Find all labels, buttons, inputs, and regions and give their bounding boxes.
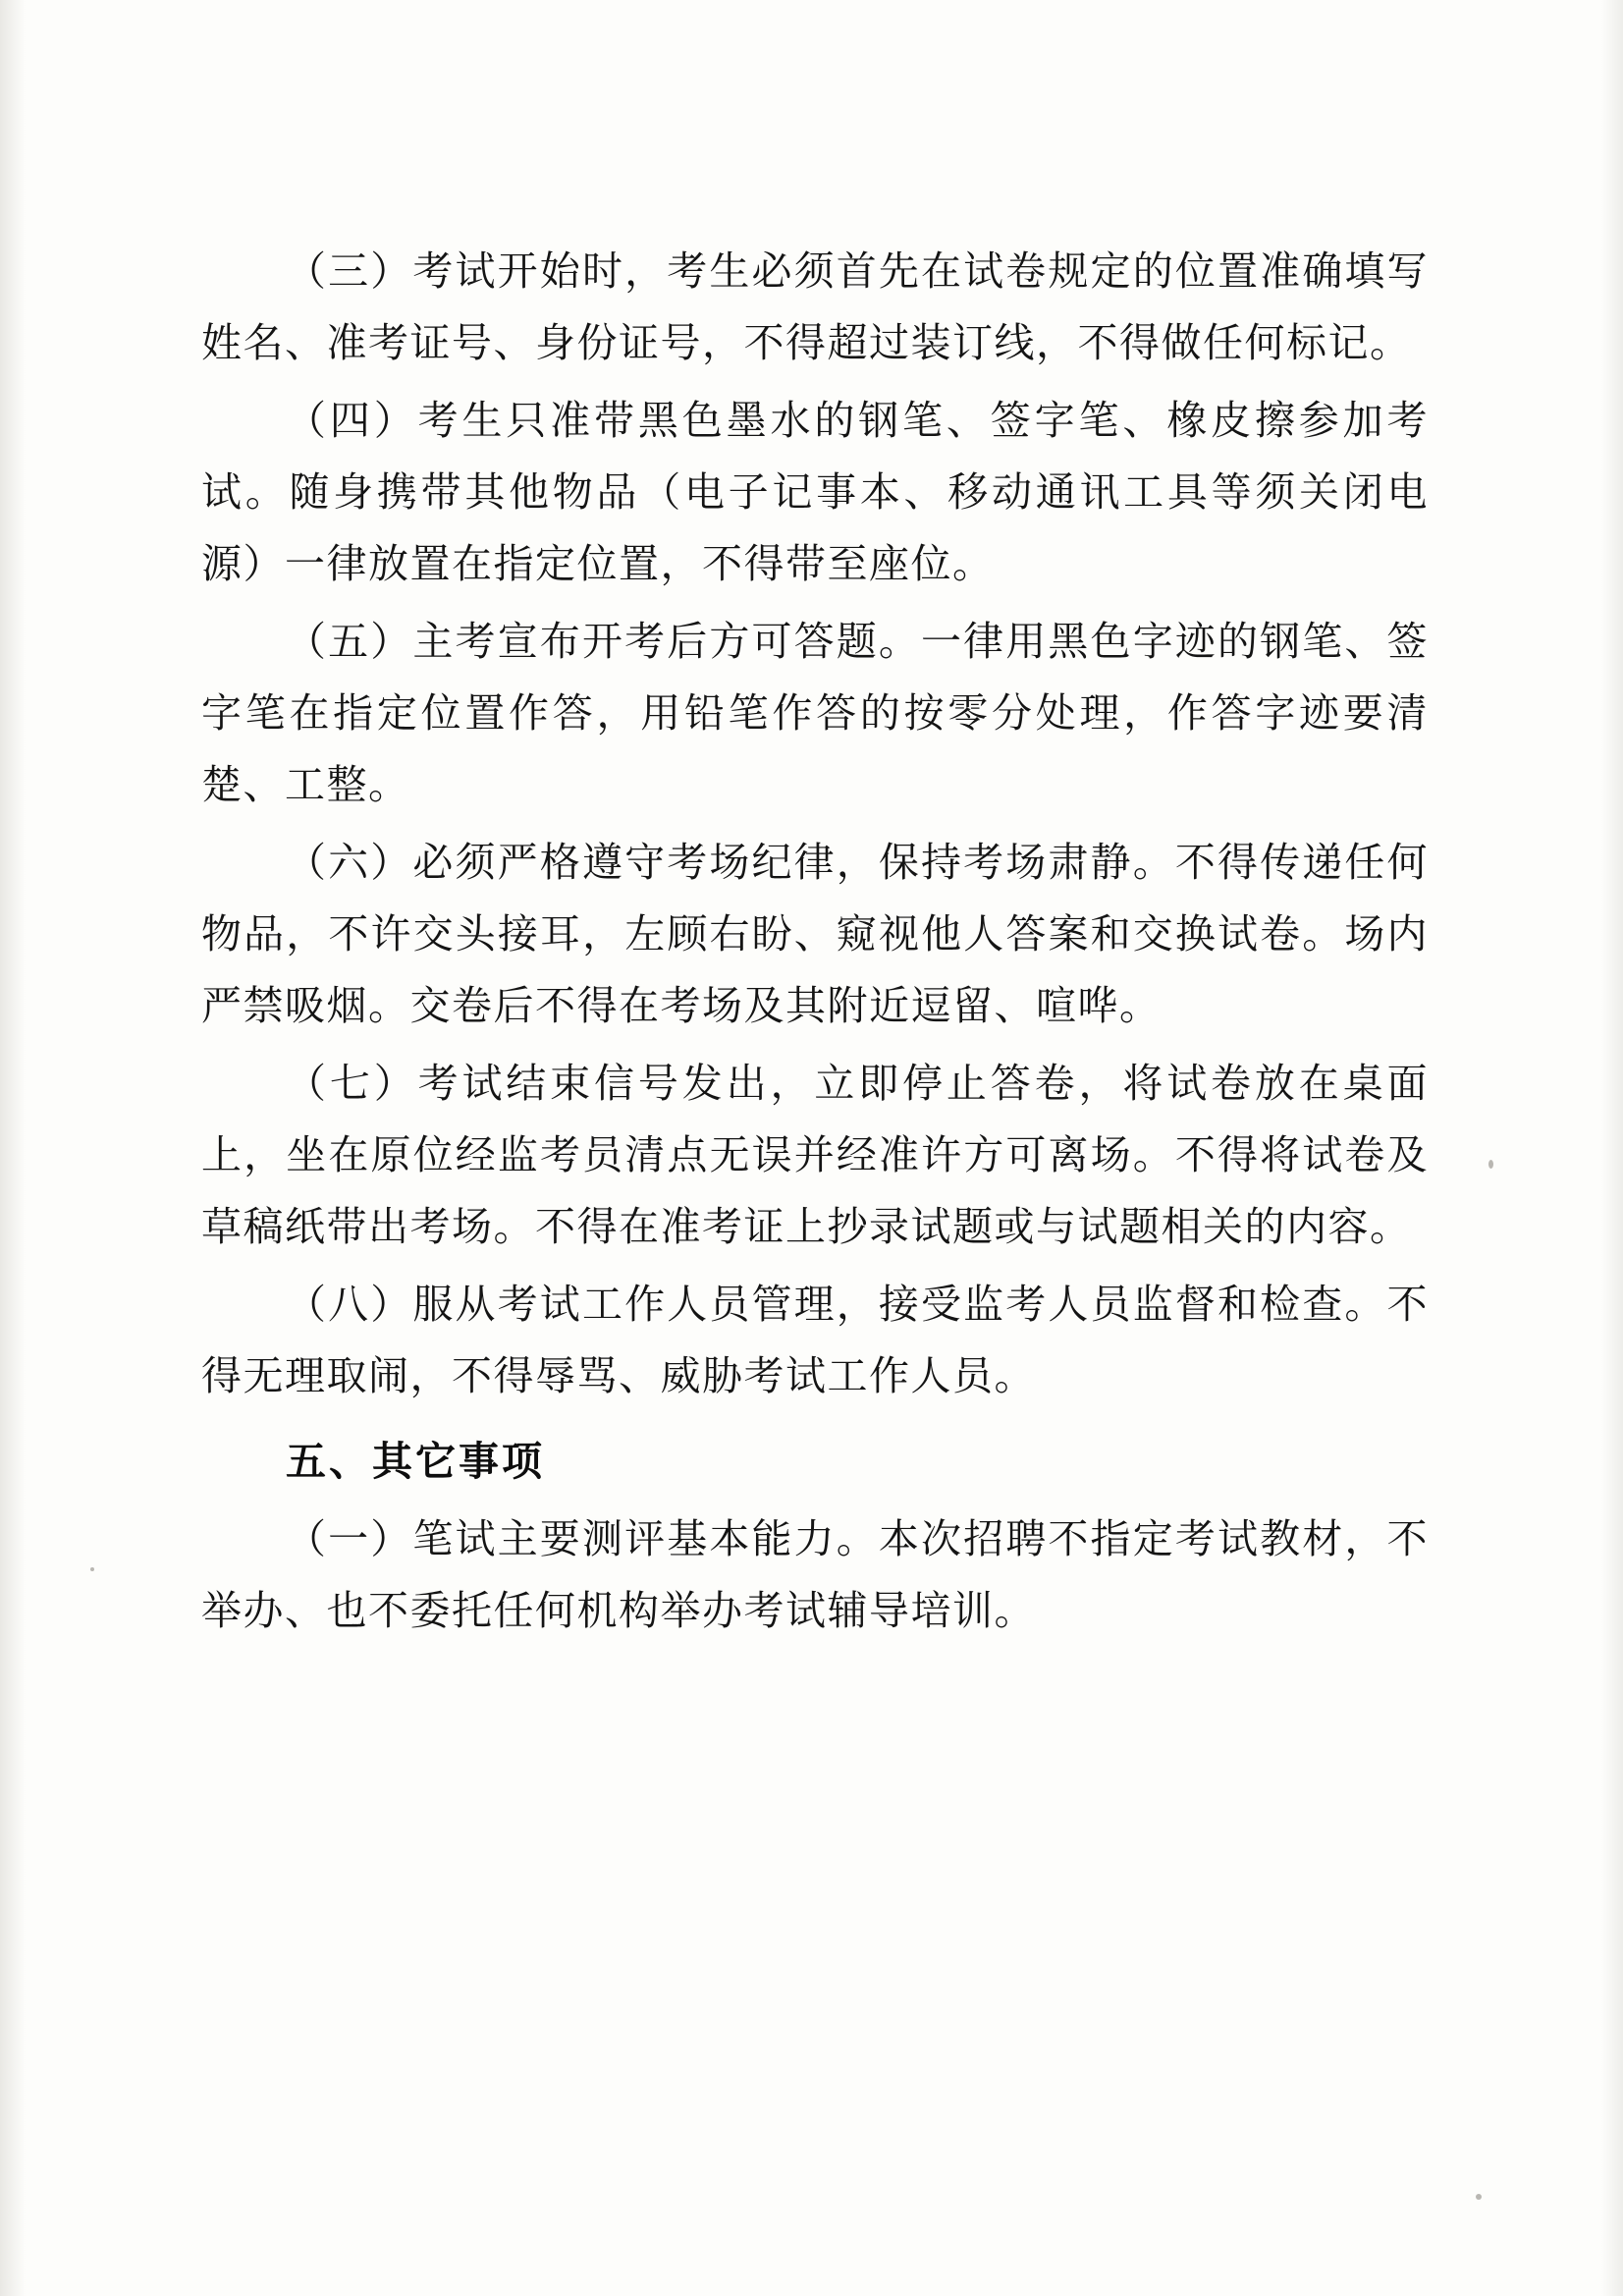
section-heading-other-matters: 五、其它事项 xyxy=(286,1438,545,1485)
scan-edge-right xyxy=(1601,0,1623,2296)
scan-speck xyxy=(90,1567,94,1571)
paragraph-other-item-1: （一）笔试主要测评基本能力。本次招聘不指定考试教材，不举办、也不委托任何机构举办考试辅导培训。 xyxy=(201,1515,1429,1634)
paragraph-item-5: （五）主考宣布开考后方可答题。一律用黑色字迹的钢笔、签字笔在指定位置作答，用铅笔作答的按零分处理，作答字迹要清楚、工整。 xyxy=(201,618,1429,808)
paragraph-item-4: （四）考生只准带黑色墨水的钢笔、签字笔、橡皮擦参加考试。随身携带其他物品（电子记事本、移动通讯工具等须关闭电源）一律放置在指定位置，不得带至座位。 xyxy=(201,397,1429,587)
paragraph-item-7: （七）考试结束信号发出，立即停止答卷，将试卷放在桌面上，坐在原位经监考员清点无误并经准许方可离场。不得将试卷及草稿纸带出考场。不得在准考证上抄录试题或与试题相关的内容。 xyxy=(201,1060,1429,1250)
paragraph-item-6: （六）必须严格遵守考场纪律，保持考场肃静。不得传递任何物品，不许交头接耳，左顾右盼、窥视他人答案和交换试卷。场内严禁吸烟。交卷后不得在考场及其附近逗留、喧哗。 xyxy=(201,839,1429,1029)
paragraph-item-8: （八）服从考试工作人员管理，接受监考人员监督和检查。不得无理取闹，不得辱骂、威胁考试工作人员。 xyxy=(201,1281,1429,1399)
paragraph-item-3: （三）考试开始时，考生必须首先在试卷规定的位置准确填写姓名、准考证号、身份证号，不得超过装订线，不得做任何标记。 xyxy=(201,247,1429,366)
scan-speck xyxy=(1476,2194,1482,2200)
document-body xyxy=(201,236,1429,1653)
scan-speck xyxy=(1488,1160,1493,1169)
scan-edge-left xyxy=(0,0,26,2296)
